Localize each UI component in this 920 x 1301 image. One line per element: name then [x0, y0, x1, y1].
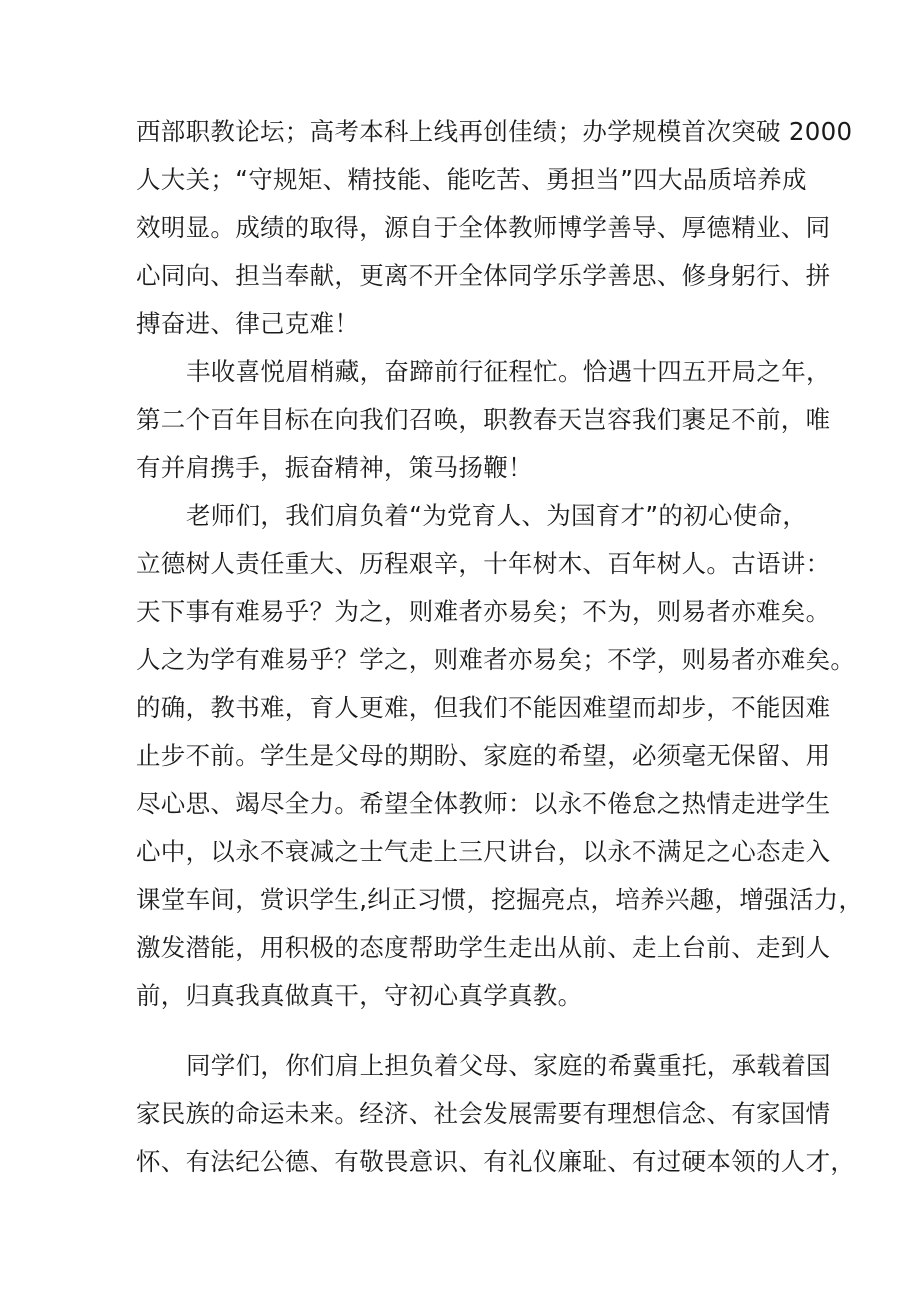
text-line: 第二个百年目标在向我们召唤，职教春天岂容我们裹足不前，唯	[136, 405, 831, 434]
text-line: 尽心思、竭尽全力。希望全体教师：以永不倦怠之热情走进学生	[136, 789, 831, 818]
text-line: 激发潜能，用积极的态度帮助学生走出从前、走上台前、走到人	[136, 933, 831, 962]
text-line: 西部职教论坛；高考本科上线再创佳绩；办学规模首次突破 2000	[136, 117, 853, 146]
text-line: 怀、有法纪公德、有敬畏意识、有礼仪廉耻、有过硬本领的人才，	[136, 1147, 856, 1176]
text-line: 同学们，你们肩上担负着父母、家庭的希冀重托，承载着国	[186, 1051, 831, 1080]
text-line: 效明显。成绩的取得，源自于全体教师博学善导、厚德精业、同	[136, 213, 831, 242]
text-line: 天下事有难易乎？为之，则难者亦易矣；不为，则易者亦难矣。	[136, 597, 831, 626]
text-line: 止步不前。学生是父母的期盼、家庭的希望，必须毫无保留、用	[136, 741, 831, 770]
text-line: 课堂车间，赏识学生,纠正习惯，挖掘亮点，培养兴趣，增强活力，	[136, 885, 864, 914]
text-line: 前，归真我真做真干，守初心真学真教。	[136, 981, 583, 1010]
text-line: 丰收喜悦眉梢藏，奋蹄前行征程忙。恰遇十四五开局之年，	[186, 357, 831, 386]
text-line: 搏奋进、律己克难！	[136, 309, 360, 338]
text-line: 心同向、担当奉献，更离不开全体同学乐学善思、修身躬行、拼	[136, 261, 831, 290]
text-line: 人之为学有难易乎？学之，则难者亦易矣；不学，则易者亦难矣。	[136, 645, 856, 674]
text-line: 家民族的命运未来。经济、社会发展需要有理想信念、有家国情	[136, 1099, 831, 1128]
text-line: 老师们，我们肩负着“为党育人、为国育才”的初心使命，	[186, 501, 808, 530]
text-line: 心中，以永不衰减之士气走上三尺讲台，以永不满足之心态走入	[136, 837, 831, 866]
text-line: 有并肩携手，振奋精神，策马扬鞭！	[136, 453, 533, 482]
text-line: 人大关；“守规矩、精技能、能吃苦、勇担当”四大品质培养成	[136, 165, 807, 194]
text-line: 立德树人责任重大、历程艰辛，十年树木、百年树人。古语讲：	[136, 549, 831, 578]
text-line: 的确，教书难，育人更难，但我们不能因难望而却步，不能因难	[136, 693, 831, 722]
